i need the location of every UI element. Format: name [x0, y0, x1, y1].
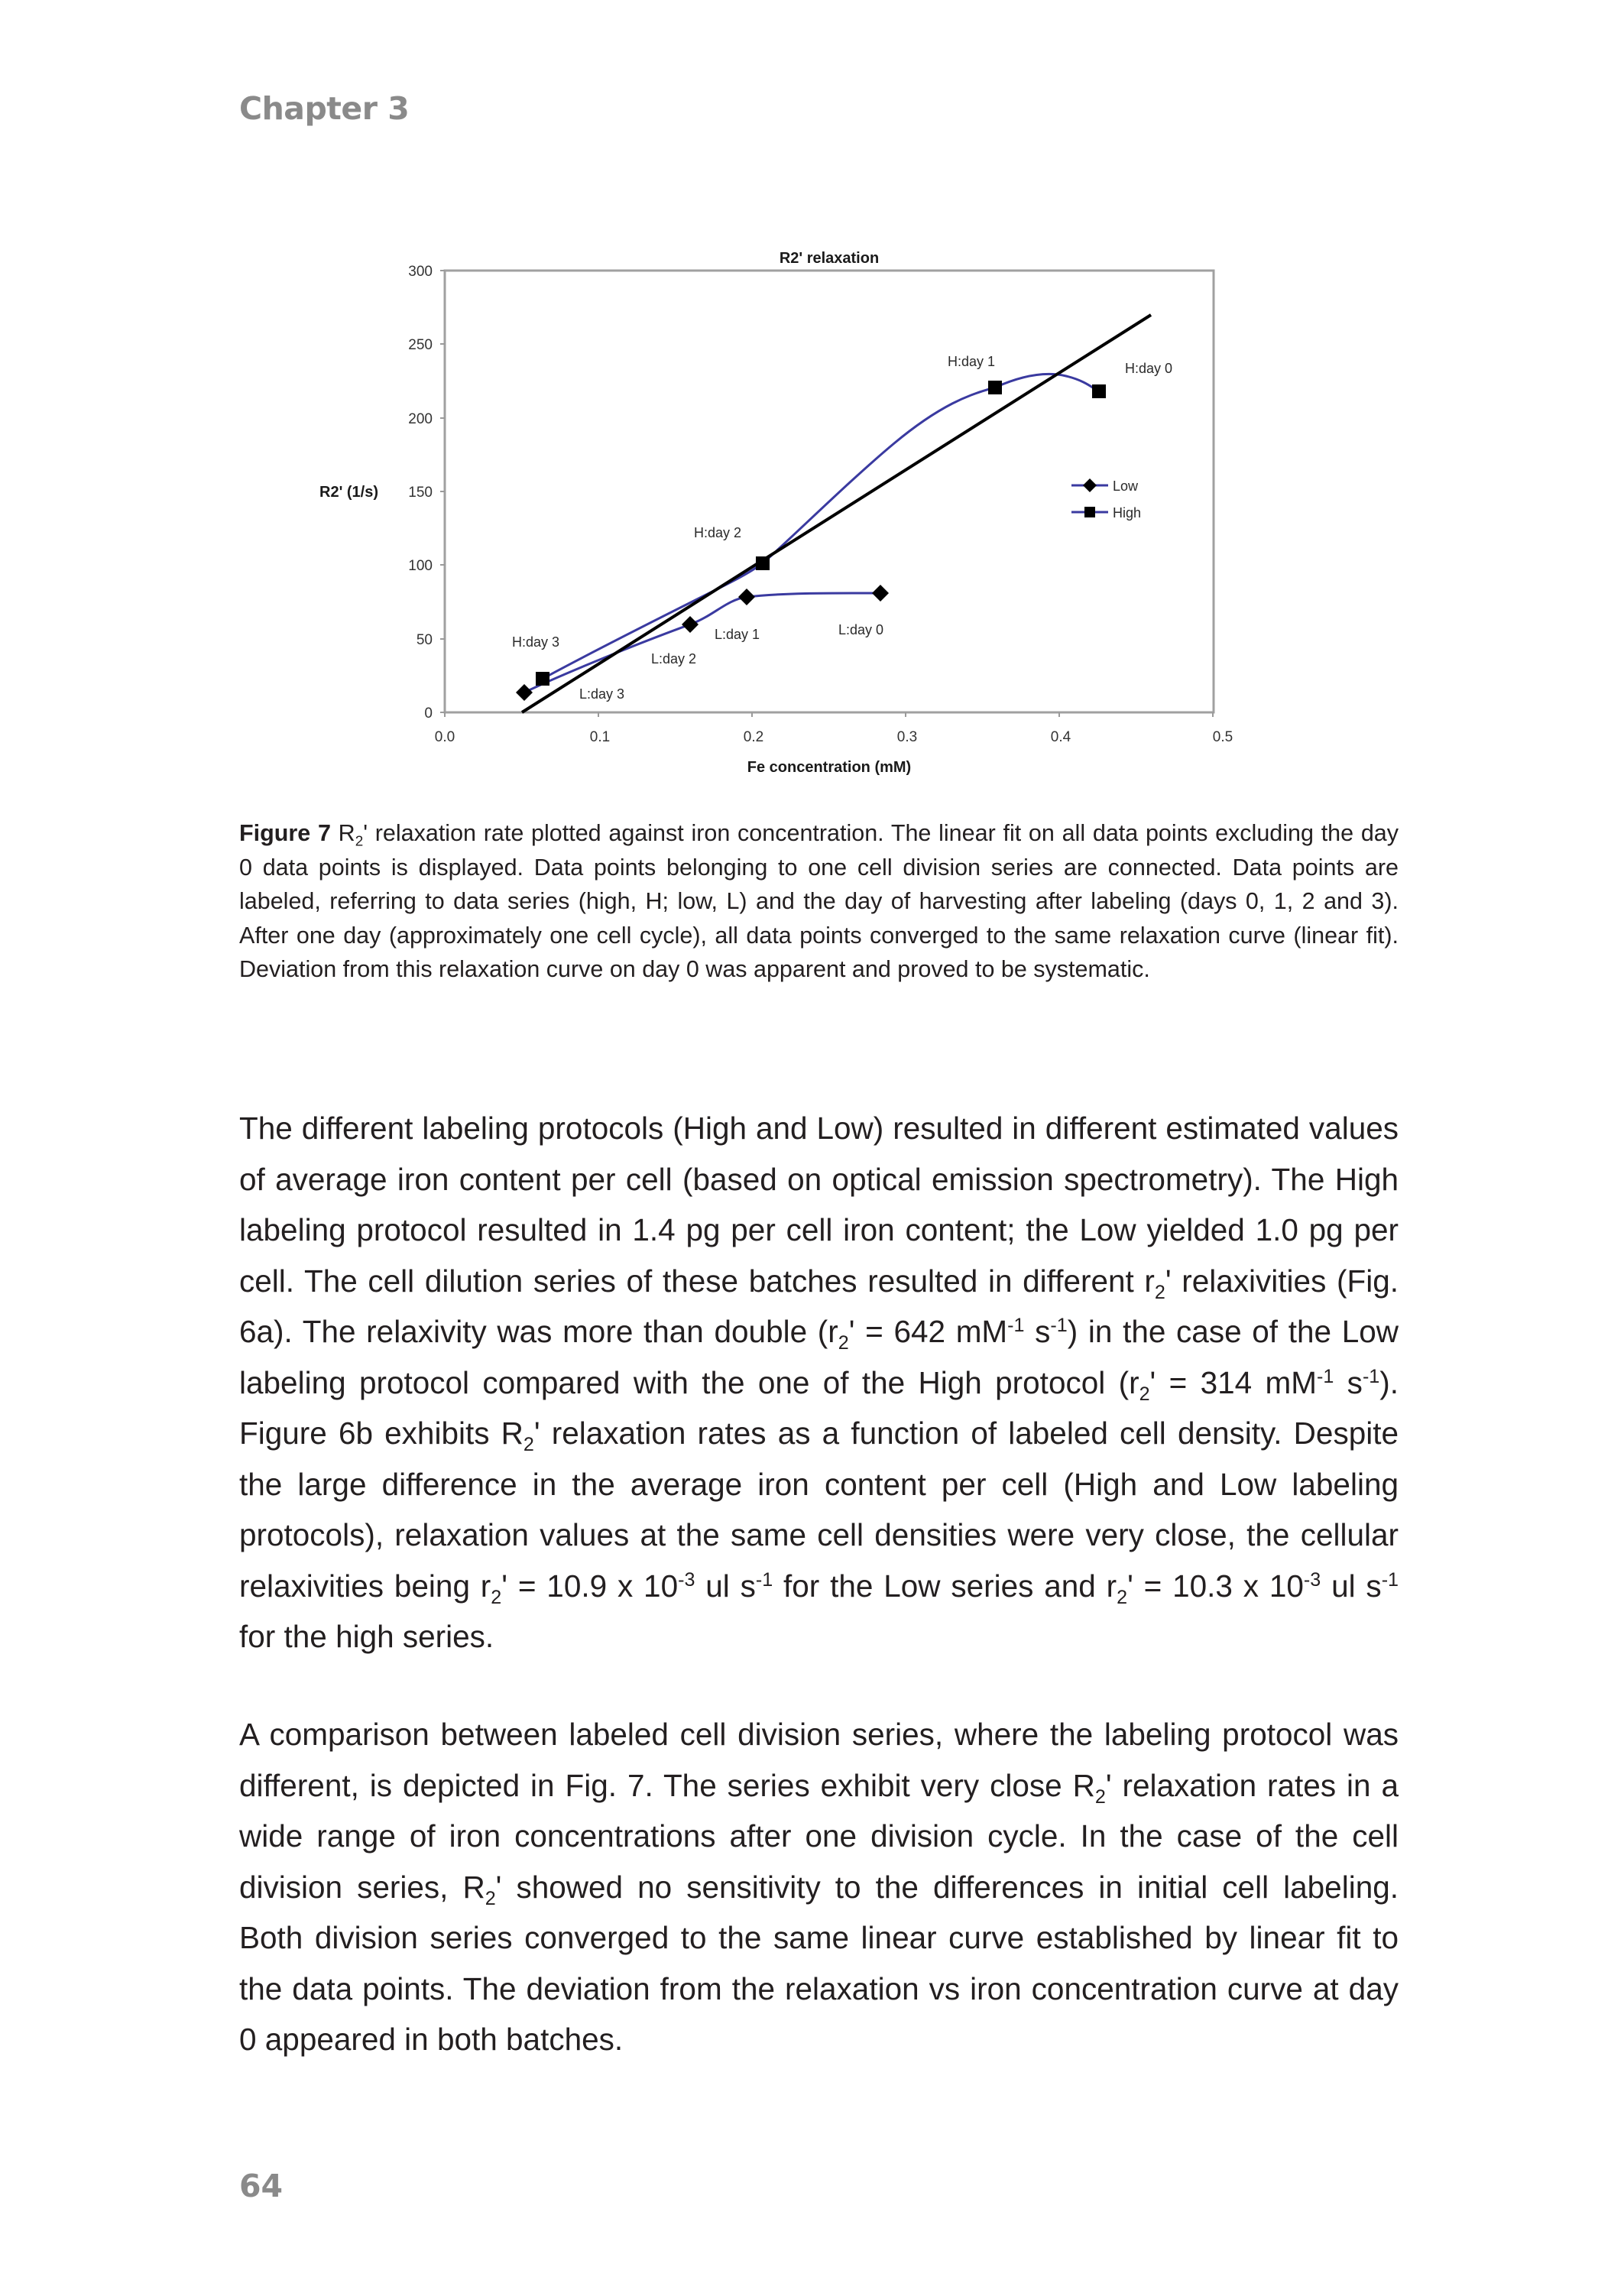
figure-7-chart	[0, 0, 1624, 810]
superscript: -1	[1362, 1365, 1380, 1387]
superscript: -1	[1007, 1315, 1025, 1337]
y-tick-label: 0	[424, 705, 433, 722]
x-tick-label: 0.1	[589, 729, 611, 745]
text: ) in the case of the Low labeling protocol compared with the one of the High protocol (r	[239, 1314, 1399, 1400]
caption-text: R	[330, 820, 355, 846]
text: A comparison between labeled cell division series, where the labeling protocol was different, is depicted in Fig. 7. The series exhibit very close R	[239, 1717, 1399, 1803]
square-marker-icon	[988, 381, 1002, 394]
superscript: -1	[1317, 1365, 1334, 1387]
caption-text: ' relaxation rate plotted against iron concentration. The linear fit on all data points excluding the day 0 data points is displayed. Data points belonging to one cell division series are connected. Data points are labeled, referring to data series (high, H; low, L) and the day of harvesting after labeling (days 0, 1, 2 and 3). After one day (approximately one cell cycle), all data points converged to the same relaxation curve (linear fit). Deviation from this relaxation curve on day 0 was apparent and proved to be systematic.	[239, 820, 1399, 982]
x-tick-label: 0.3	[896, 729, 918, 745]
y-tick-label: 250	[408, 337, 433, 353]
subscript: 2	[355, 833, 364, 850]
x-tick-label: 0.2	[743, 729, 764, 745]
square-marker-icon	[756, 556, 770, 570]
y-tick-label: 100	[408, 558, 433, 574]
text: s	[1334, 1364, 1363, 1400]
text: for the high series.	[239, 1619, 494, 1654]
y-tick-label: 300	[408, 264, 433, 280]
figure-caption	[239, 816, 1399, 987]
subscript: 2	[1154, 1281, 1165, 1303]
point-label: H:day 1	[948, 354, 996, 369]
paragraph-2	[239, 1709, 1399, 2065]
subscript: 2	[1094, 1785, 1106, 1808]
y-tick-label: 200	[408, 411, 433, 427]
point-label: H:day 3	[512, 634, 560, 650]
x-tick-label: 0.4	[1050, 729, 1071, 745]
subscript: 2	[838, 1331, 849, 1354]
plot-area	[445, 271, 1214, 712]
superscript: -3	[1303, 1568, 1321, 1591]
x-axis-label: Fe concentration (mM)	[747, 759, 912, 776]
text: ' relaxivities (Fig. 6a). The relaxivity was more than double (r	[239, 1263, 1399, 1349]
square-marker-icon	[1084, 507, 1095, 517]
superscript: -1	[755, 1568, 773, 1591]
superscript: -1	[1381, 1568, 1399, 1591]
text: ' = 10.9 x 10	[501, 1568, 679, 1604]
y-tick-label: 50	[416, 632, 433, 648]
legend-label-low: Low	[1113, 478, 1139, 494]
subscript: 2	[1139, 1383, 1150, 1405]
text: ' relaxation rates as a function of labeled cell density. Despite the large difference in the average iron content per cell (High and Low labeling protocols), relaxation values at the same cell densities were very close, the cellular relaxivities being r	[239, 1416, 1399, 1604]
point-label: L:day 0	[838, 622, 884, 637]
superscript: -3	[678, 1568, 695, 1591]
text: ' = 314 mM	[1149, 1364, 1317, 1400]
page-number: 64	[239, 2168, 284, 2204]
x-tick-label: 0.5	[1212, 729, 1233, 745]
text: ul s	[695, 1568, 756, 1604]
figure-label: Figure 7	[239, 820, 331, 846]
point-label: L:day 1	[715, 627, 760, 642]
paragraph-1	[239, 1103, 1399, 1662]
text: s	[1024, 1314, 1051, 1349]
y-axis-label: R2' (1/s)	[319, 484, 379, 501]
subscript: 2	[523, 1433, 534, 1455]
text: ' = 642 mM	[848, 1314, 1008, 1349]
text: The different labeling protocols (High and Low) resulted in different estimated values of average iron content per cell (based on optical emission spectrometry). The High labeling protocol resulted in 1.4 pg per cell iron content; the Low yielded 1.0 pg per cell. The cell dilution series of these batches resulted in different r	[239, 1111, 1399, 1299]
subscript: 2	[491, 1586, 502, 1608]
x-tick-label: 0.0	[434, 729, 455, 745]
point-label: H:day 2	[694, 525, 742, 540]
text: ' showed no sensitivity to the differences in initial cell labeling. Both division series converged to the same linear curve established by linear fit to the data points. The deviation from the relaxation vs iron concentration curve at day 0 appeared in both batches.	[239, 1869, 1399, 2057]
text: ' = 10.3 x 10	[1127, 1568, 1304, 1604]
text: ). Figure 6b exhibits R	[239, 1364, 1399, 1451]
running-head: Chapter 3	[239, 90, 410, 127]
legend-label-high: High	[1113, 505, 1142, 521]
square-marker-icon	[1092, 384, 1106, 398]
chart-svg	[0, 0, 1624, 810]
superscript: -1	[1050, 1315, 1068, 1337]
square-marker-icon	[536, 672, 549, 686]
subscript: 2	[485, 1887, 496, 1909]
point-label: L:day 2	[651, 651, 697, 666]
text: ul s	[1321, 1568, 1382, 1604]
chart-title: R2' relaxation	[779, 250, 880, 267]
text: ' relaxation rates in a wide range of iron concentrations after one division cycle. In the case of the cell division series, R	[239, 1767, 1399, 1905]
subscript: 2	[1117, 1586, 1128, 1608]
text: for the Low series and r	[773, 1568, 1117, 1604]
y-tick-label: 150	[408, 485, 433, 501]
point-label: H:day 0	[1125, 361, 1173, 376]
point-label: L:day 3	[579, 686, 625, 702]
